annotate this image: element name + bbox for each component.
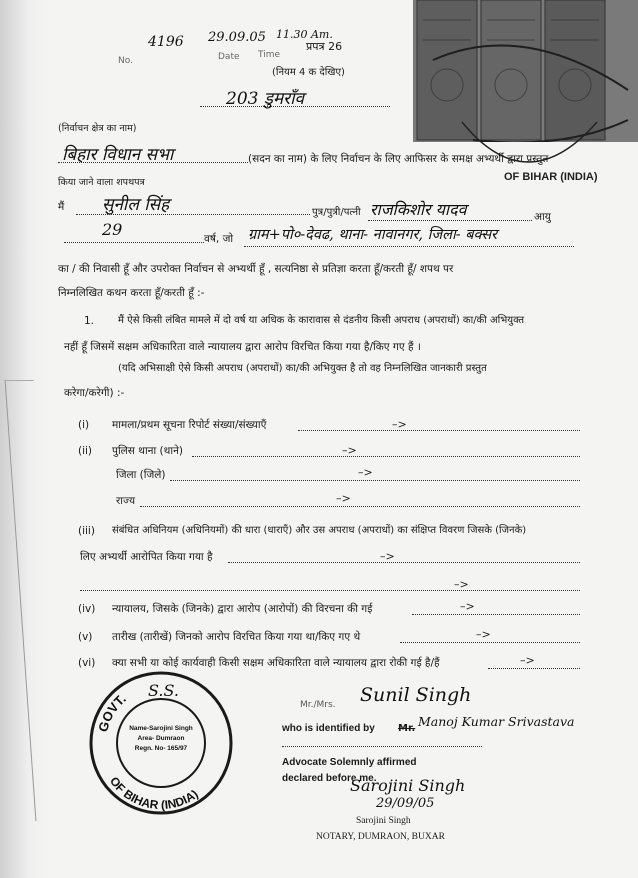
item-v-line <box>400 642 580 643</box>
seal-initials: S.S. <box>148 681 179 700</box>
identifier-name: Manoj Kumar Srivastava <box>418 714 575 729</box>
rule-reference: (नियम 4 क देखिए) <box>272 67 345 78</box>
date-label: Date <box>218 52 240 62</box>
item1-number: 1. <box>84 315 95 327</box>
resident-line: का / की निवासी हूँ और उपरोक्त निर्वाचन से अभ्यर्थी हूँ , सत्यनिष्ठा से प्रतिज्ञा करता हूँ/करती हूँ/ शपथ पर <box>58 263 454 275</box>
identified-label: who is identified by <box>282 723 375 734</box>
stamp-seal-text: OF BIHAR (INDIA) <box>504 171 598 183</box>
district-line <box>170 480 580 481</box>
item-iii-number: (iii) <box>78 525 95 537</box>
identified-prefix: Mr. <box>398 723 416 734</box>
item-vi-dash: –> <box>520 654 535 667</box>
item-v-dash: –> <box>476 628 491 641</box>
seal-inner-area: Area- Dumraon <box>137 735 185 742</box>
state-label: राज्य <box>116 495 136 507</box>
item-iv-label: न्यायालय, जिसके (जिनके) द्वारा आरोप (आरोपों) की विरचना की गई <box>112 603 373 615</box>
notary-signature: Sarojini Singh <box>350 776 466 795</box>
item-v-label: तारीख (तारीखें) जिनको आरोप विरचित किया गया था/किए गए थे <box>112 631 361 643</box>
constituency-label: (निर्वाचन क्षेत्र का नाम) <box>58 123 137 134</box>
svg-text:GOVT. <box>95 691 129 734</box>
notary-title: NOTARY, DUMRAON, BUXAR <box>316 832 445 842</box>
if-line2: करेगा/करेगी) :- <box>64 387 125 399</box>
statement-line: निम्नलिखित कथन करता हूँ/करती हूँ :- <box>58 287 205 299</box>
address: ग्राम+पो०-देवढ, थाना- नावानगर, जिला- बक्सर <box>248 227 498 243</box>
relation-label: पुत्र/पुत्री/पत्नी <box>312 207 361 218</box>
item-iii-line-b <box>80 590 580 591</box>
row-i-label: मामला/प्रथम सूचना रिपोर्ट संख्या/संख्याएँ <box>112 419 267 431</box>
row-ii-number: (ii) <box>78 445 93 457</box>
item-iii-line2: लिए अभ्यर्थी आरोपित किया गया है <box>80 551 213 563</box>
item-vi-number: (vi) <box>78 657 96 669</box>
constituency-line <box>200 106 390 107</box>
state-line <box>140 506 580 507</box>
declared-label: declared before me. <box>282 773 377 784</box>
father-name: राजकिशोर यादव <box>370 200 467 219</box>
item1-line2: नहीं हूँ जिसमें सक्षम अधिकारिता वाले न्यायालय द्वारा आरोप विरचित किया गया है/किए गए हैं । <box>64 341 421 353</box>
affidavit-line: किया जाने वाला शपथपत्र <box>58 177 145 188</box>
district-label: जिला (जिले) <box>116 469 166 481</box>
constituency-name: 203 डुमराँव <box>226 89 304 109</box>
if-line1: (यदि अभिसाक्षी ऐसे किसी अपराध (अपराधों) का/की अभियुक्त है तो वह निम्नलिखित जानकारी प्रस्तुत <box>118 363 487 374</box>
year-label: वर्ष, जो <box>204 233 234 245</box>
form-number: प्रपत्र 26 <box>306 40 343 53</box>
item-iv-dash: –> <box>460 600 475 613</box>
seal-inner-name: Name-Sarojini Singh <box>129 725 193 732</box>
seal-inner-regn: Regn. No- 165/97 <box>134 745 188 752</box>
serial-number: 4196 <box>148 34 184 50</box>
district-dash: –> <box>358 466 373 479</box>
item-iv-number: (iv) <box>78 603 96 615</box>
identifier-line <box>282 746 482 747</box>
state-dash: –> <box>336 492 351 505</box>
item-iii-line1: संबंधित अधिनियम (अधिनियमों) की धारा (धाराएँ) और उस अपराध (अपराधों) का संक्षिप्त विवरण जिसके (जिनके) <box>112 525 527 536</box>
father-line <box>368 220 532 221</box>
row-i-dash: –> <box>392 418 407 431</box>
main-label: मैं <box>58 201 65 213</box>
item-vi-label: क्या सभी या कोई कार्यवाही किसी सक्षम अधिकारिता वाले न्यायालय द्वारा रोकी गई है/हैं <box>112 657 440 669</box>
row-i-line <box>298 430 580 431</box>
name-line <box>76 214 310 215</box>
row-ii-dash: –> <box>342 444 357 457</box>
no-label: No. <box>118 56 133 66</box>
deponent-name: सुनील सिंह <box>102 195 170 215</box>
age-line <box>64 242 204 243</box>
item-iii-dash-b: –> <box>454 578 469 591</box>
notary-date: 29/09/05 <box>376 796 435 811</box>
house-line <box>58 162 248 163</box>
header-time: 11.30 Am. <box>276 28 333 41</box>
deponent-signature: Sunil Singh <box>360 684 472 706</box>
seal-bottom-text: OF BIHAR (INDIA) <box>106 774 201 813</box>
item-iii-line-a <box>228 562 580 563</box>
notary-name: Sarojini Singh <box>356 816 411 826</box>
seal-top-text: GOVT. <box>95 690 129 734</box>
mr-label: Mr./Mrs. <box>300 700 336 710</box>
advocate-label: Advocate Solemnly affirmed <box>282 757 417 768</box>
house-name: बिहार विधान सभा <box>62 145 174 165</box>
age-value: 29 <box>102 220 123 239</box>
time-label: Time <box>258 50 281 60</box>
item-v-number: (v) <box>78 631 93 643</box>
row-i-number: (i) <box>78 419 90 431</box>
house-suffix: (सदन का नाम) के लिए निर्वाचन के लिए आफिसर के समक्ष अभ्यर्थी द्वारा प्रस्तुत <box>248 153 549 165</box>
item-iv-line <box>412 614 580 615</box>
header-date: 29.09.05 <box>208 30 266 45</box>
item1-line1: मैं ऐसे किसी लंबित मामले में दो वर्ष या अधिक के कारावास से दंडनीय किसी अपराध (अपराधों) का/की अभियुक्त <box>118 315 525 326</box>
row-ii-line <box>192 456 580 457</box>
address-line <box>244 246 574 247</box>
item-vi-line <box>488 668 580 669</box>
row-ii-label: पुलिस थाना (थाने) <box>112 445 184 457</box>
notary-seal <box>86 668 236 818</box>
age-label: आयु <box>534 211 551 223</box>
item-iii-dash-a: –> <box>380 550 395 563</box>
